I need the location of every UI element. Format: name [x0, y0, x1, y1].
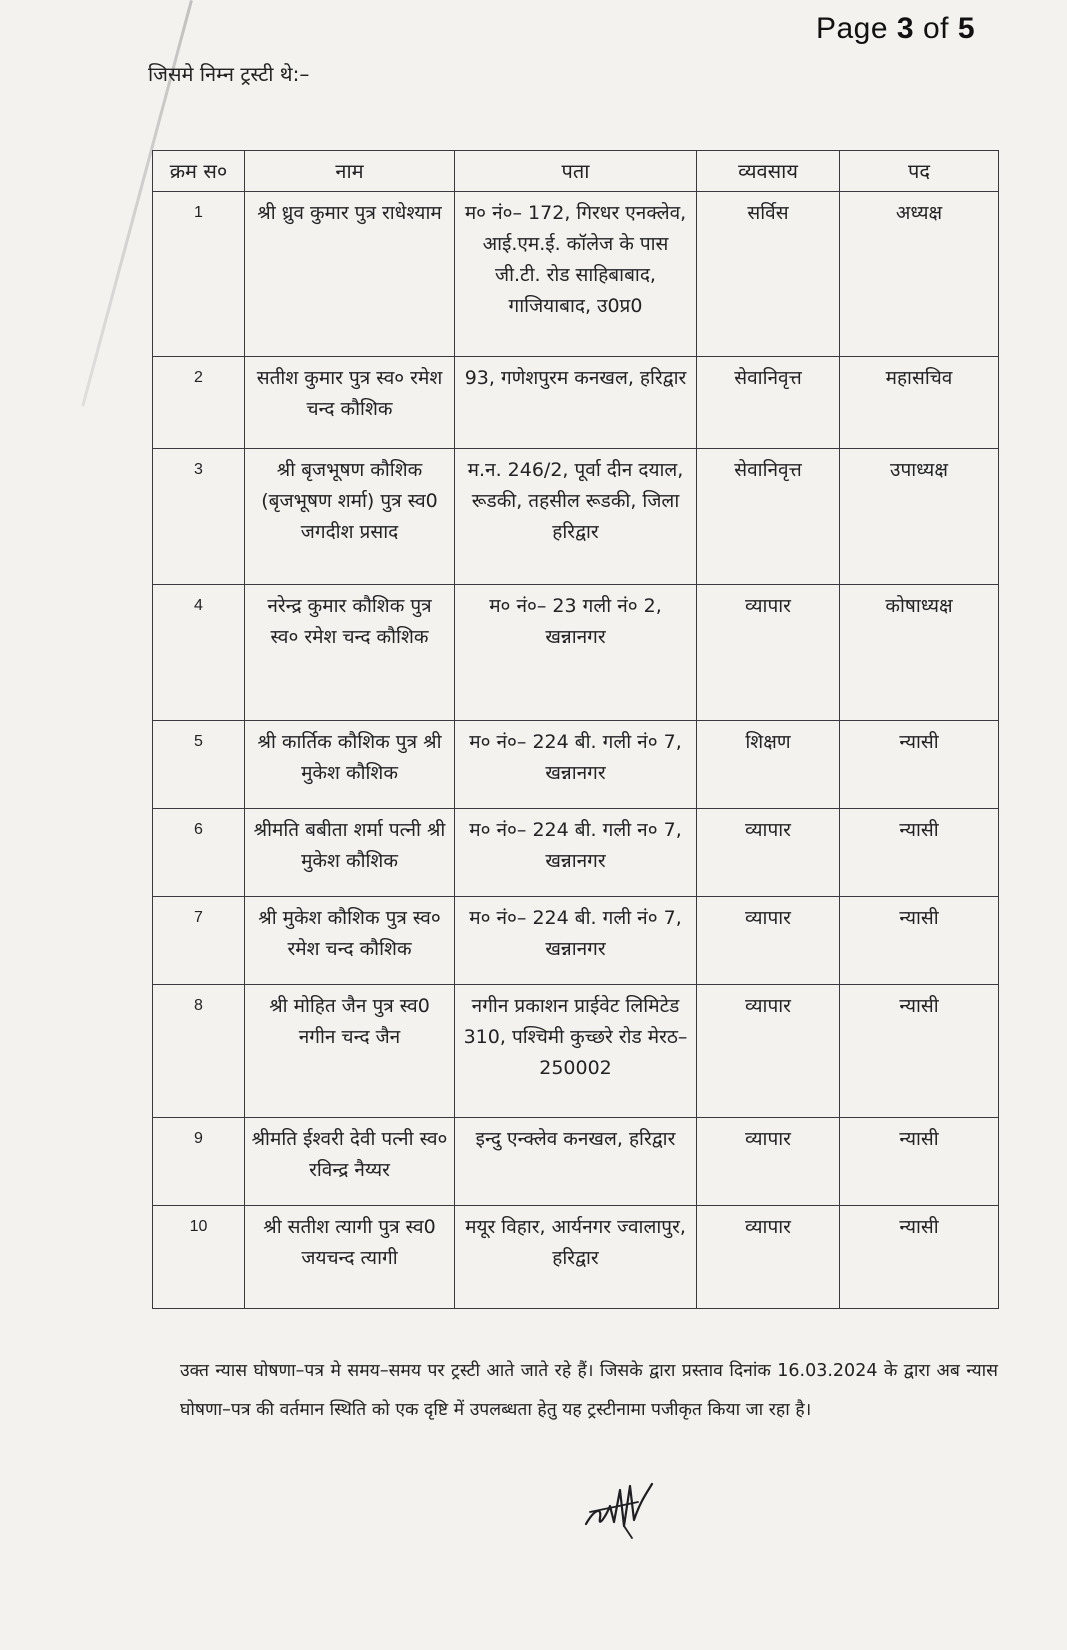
header-post: पद	[840, 151, 999, 192]
name-cell: श्री कार्तिक कौशिक पुत्र श्री मुकेश कौशिक	[245, 721, 455, 809]
page-label: Page	[815, 12, 889, 45]
table-row	[153, 897, 999, 985]
post-cell: न्यासी	[840, 1206, 999, 1309]
post-cell: अध्यक्ष	[840, 192, 999, 357]
serial-cell: 3	[153, 449, 245, 585]
name-cell: श्री सतीश त्यागी पुत्र स्व0 जयचन्द त्यागी	[245, 1206, 455, 1309]
name-cell: श्रीमति बबीता शर्मा पत्नी श्री मुकेश कौशिक	[245, 809, 455, 897]
occupation-cell: व्यापार	[697, 585, 840, 721]
occupation-cell: व्यापार	[697, 985, 840, 1118]
occupation-cell: सेवानिवृत्त	[697, 357, 840, 449]
post-cell: न्यासी	[840, 1118, 999, 1206]
post-cell: महासचिव	[840, 357, 999, 449]
address-cell: नगीन प्रकाशन प्राईवेट लिमिटेड 310, पश्चिमी कुच्छरे रोड मेरठ–250002	[455, 985, 697, 1118]
address-cell: इन्दु एन्क्लेव कनखल, हरिद्वार	[455, 1118, 697, 1206]
table-row	[153, 809, 999, 897]
serial-cell: 4	[153, 585, 245, 721]
table-row	[153, 985, 999, 1118]
serial-cell: 9	[153, 1118, 245, 1206]
header-occupation: व्यवसाय	[697, 151, 840, 192]
address-cell: मयूर विहार, आर्यनगर ज्वालापुर, हरिद्वार	[455, 1206, 697, 1309]
address-cell: म० नं०– 23 गली नं० 2, खन्नानगर	[455, 585, 697, 721]
occupation-cell: व्यापार	[697, 897, 840, 985]
name-cell: श्री मोहित जैन पुत्र स्व0 नगीन चन्द जैन	[245, 985, 455, 1118]
occupation-cell: व्यापार	[697, 1118, 840, 1206]
trustees-table	[152, 150, 999, 1309]
table-row	[153, 1118, 999, 1206]
table-row	[153, 721, 999, 809]
occupation-cell: सर्विस	[697, 192, 840, 357]
header-name: नाम	[245, 151, 455, 192]
page-of-label: of	[922, 12, 949, 45]
page-total: 5	[957, 12, 975, 45]
declaration-paragraph: उक्त न्यास घोषणा–पत्र मे समय–समय पर ट्रस्टी आते जाते रहे हैं। जिसके द्वारा प्रस्ताव दिनांक 16.03.2024 के द्वारा अब न्यास घोषणा–पत्र की वर्तमान स्थिति को एक दृष्टि में उपलब्धता हेतु यह ट्रस्टीनामा पजीकृत किया जा रहा है।	[180, 1361, 998, 1421]
table-row	[153, 585, 999, 721]
post-cell: न्यासी	[840, 897, 999, 985]
occupation-cell: व्यापार	[697, 809, 840, 897]
serial-cell: 10	[153, 1206, 245, 1309]
intro-text: जिसमे निम्न ट्रस्टी थे:–	[148, 62, 310, 86]
name-cell: नरेन्द्र कुमार कौशिक पुत्र स्व० रमेश चन्द कौशिक	[245, 585, 455, 721]
name-cell: श्रीमति ईश्वरी देवी पत्नी स्व० रविन्द्र नैय्यर	[245, 1118, 455, 1206]
serial-cell: 2	[153, 357, 245, 449]
table-row	[153, 1206, 999, 1309]
post-cell: न्यासी	[840, 809, 999, 897]
address-cell: म० नं०– 224 बी. गली न० 7, खन्नानगर	[455, 809, 697, 897]
post-cell: कोषाध्यक्ष	[840, 585, 999, 721]
address-cell: म० नं०– 172, गिरधर एनक्लेव, आई.एम.ई. कॉलेज के पास जी.टी. रोड साहिबाबाद, गाजियाबाद, उ0प्र0	[455, 192, 697, 357]
address-cell: म.न. 246/2, पूर्वा दीन दयाल, रूडकी, तहसील रूडकी, जिला हरिद्वार	[455, 449, 697, 585]
address-cell: 93, गणेशपुरम कनखल, हरिद्वार	[455, 357, 697, 449]
header-serial: क्रम स०	[153, 151, 245, 192]
page-current: 3	[896, 12, 915, 45]
header-address: पता	[455, 151, 697, 192]
serial-cell: 6	[153, 809, 245, 897]
serial-cell: 7	[153, 897, 245, 985]
name-cell: श्री मुकेश कौशिक पुत्र स्व० रमेश चन्द कौशिक	[245, 897, 455, 985]
serial-cell: 1	[153, 192, 245, 357]
page-number	[816, 12, 975, 46]
name-cell: सतीश कुमार पुत्र स्व० रमेश चन्द कौशिक	[245, 357, 455, 449]
table-header-row	[153, 151, 999, 192]
signature	[580, 1472, 660, 1548]
occupation-cell: शिक्षण	[697, 721, 840, 809]
name-cell: श्री ध्रुव कुमार पुत्र राधेश्याम	[245, 192, 455, 357]
occupation-cell: सेवानिवृत्त	[697, 449, 840, 585]
table-row	[153, 192, 999, 357]
table-row	[153, 357, 999, 449]
serial-cell: 8	[153, 985, 245, 1118]
address-cell: म० नं०– 224 बी. गली नं० 7, खन्नानगर	[455, 897, 697, 985]
table-row	[153, 449, 999, 585]
post-cell: उपाध्यक्ष	[840, 449, 999, 585]
name-cell: श्री बृजभूषण कौशिक (बृजभूषण शर्मा) पुत्र स्व0 जगदीश प्रसाद	[245, 449, 455, 585]
post-cell: न्यासी	[840, 721, 999, 809]
occupation-cell: व्यापार	[697, 1206, 840, 1309]
address-cell: म० नं०– 224 बी. गली नं० 7, खन्नानगर	[455, 721, 697, 809]
post-cell: न्यासी	[840, 985, 999, 1118]
serial-cell: 5	[153, 721, 245, 809]
